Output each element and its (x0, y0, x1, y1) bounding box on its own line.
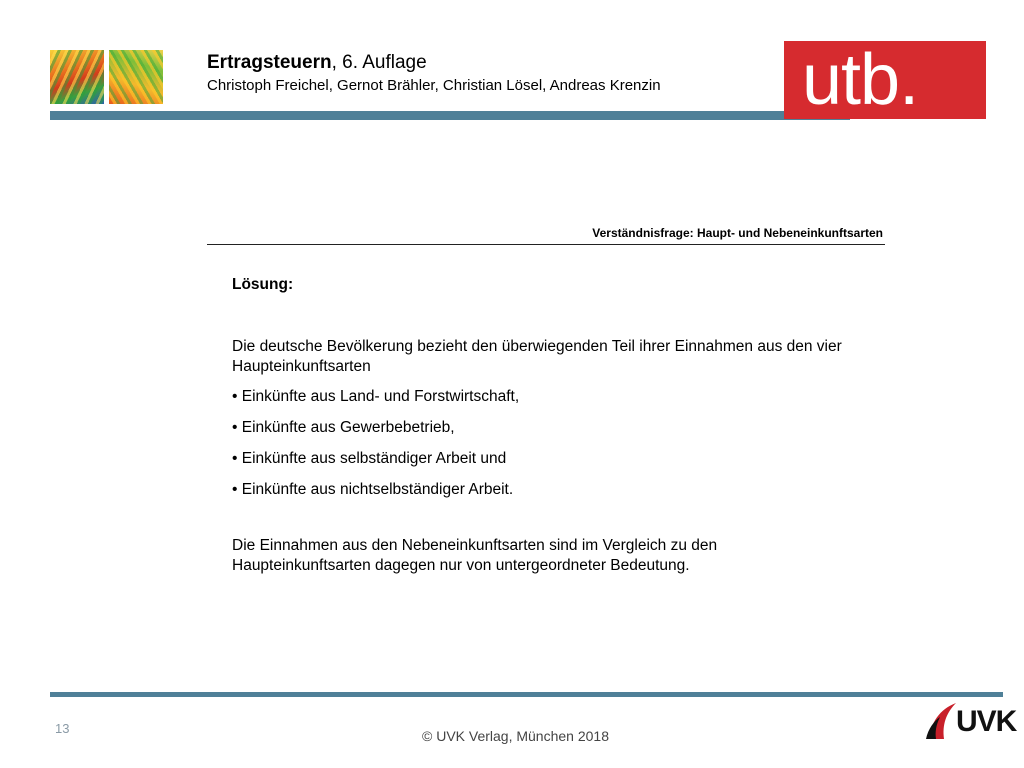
uvk-logo-text: UVK (956, 705, 1017, 738)
uvk-sail-icon (926, 701, 960, 741)
uvk-logo (926, 701, 1017, 741)
section-title-rule (207, 244, 885, 245)
list-item: • Einkünfte aus Gewerbebetrieb, (232, 419, 455, 436)
book-title-edition: , 6. Auflage (331, 52, 427, 73)
slide-content (232, 275, 852, 576)
closing-paragraph: Die Einnahmen aus den Nebeneinkunftsarten sind im Vergleich zu den Haupteinkunftsarten dagegen nur von untergeordneter Bedeutung. (232, 537, 718, 574)
utb-logo (784, 41, 986, 119)
book-cover-thumbnail-2 (109, 50, 163, 104)
book-authors: Christoph Freichel, Gernot Brähler, Christian Lösel, Andreas Krenzin (207, 77, 661, 94)
page-number: 13 (55, 721, 70, 736)
income-types-list (232, 387, 852, 500)
book-cover-thumbnail-1 (50, 50, 104, 104)
list-item: • Einkünfte aus nichtselbständiger Arbeit. (232, 481, 514, 498)
solution-heading: Lösung: (232, 276, 294, 293)
copyright-notice: © UVK Verlag, München 2018 (422, 728, 609, 744)
footer-divider-bar (50, 692, 1003, 697)
list-item: • Einkünfte aus Land- und Forstwirtschaft, (232, 388, 520, 405)
book-title-bold: Ertragsteuern (207, 52, 332, 73)
intro-paragraph: Die deutsche Bevölkerung bezieht den überwiegenden Teil ihrer Einnahmen aus den vier Haupteinkunftsarten (232, 338, 842, 375)
list-item: • Einkünfte aus selbständiger Arbeit und (232, 450, 507, 467)
section-title: Verständnisfrage: Haupt- und Nebeneinkunftsarten (592, 226, 883, 240)
book-title (207, 52, 427, 74)
utb-logo-text: utb. (802, 40, 919, 120)
header-divider-bar (50, 111, 850, 120)
